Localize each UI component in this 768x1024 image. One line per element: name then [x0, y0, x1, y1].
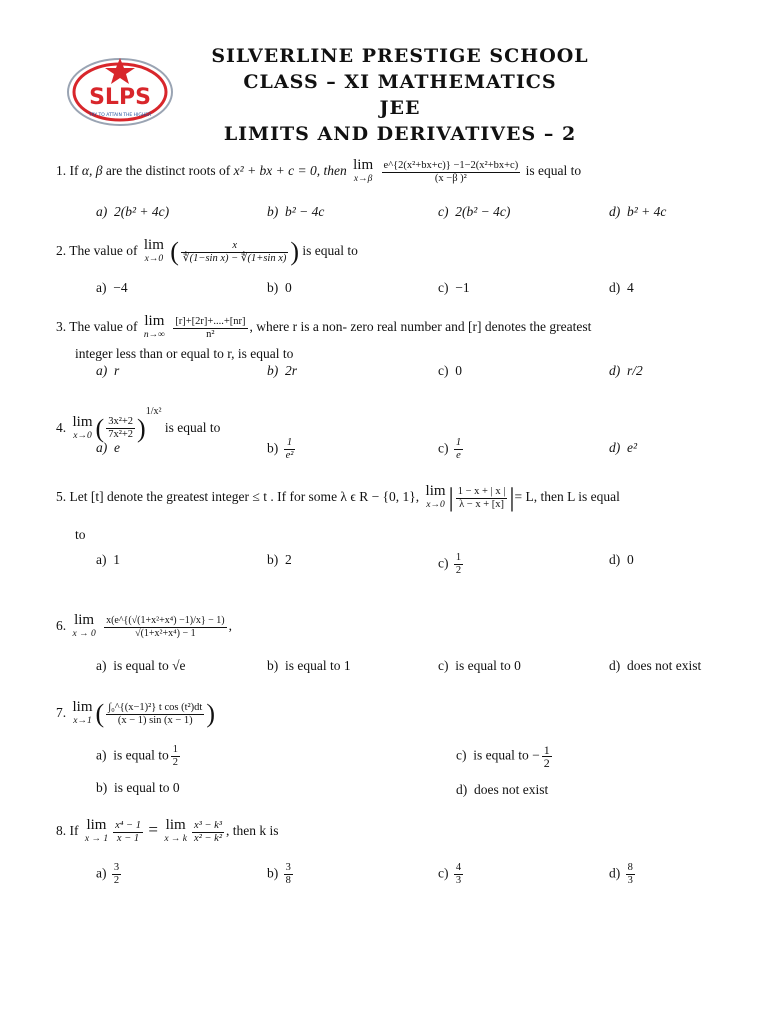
fraction: $\frac{\text{3x²+2}}{\text{7x²+2}}$: [108, 416, 134, 441]
option-8a[interactable]: a) $\frac{3}{2}$: [96, 862, 120, 886]
option-7a[interactable]: a) is equal to $\frac{1}{2}$: [96, 744, 178, 768]
question-8: 8. If lim x → 1 $\frac{\text{x⁴ − 1}}{x - 1}$ = lim x → k $\frac{\text{x³ − k³}}{\text{x² − k²}}$ , then k is: [56, 817, 279, 844]
limit: lim x→0: [72, 413, 93, 441]
option-7c[interactable]: c) is equal to − $\frac{1}{2}$: [456, 743, 550, 770]
limit: lim n→∞: [143, 313, 165, 340]
option-3b[interactable]: b) 2r: [267, 363, 298, 378]
limit: lim x → k: [164, 817, 188, 844]
fraction: $\frac{\text{∫₀\textasciicircum{}\{(x−1)²\} t cos (t²)dt}}{(x - 1) \sin (x - 1)}$: [108, 701, 203, 726]
question-5: 5. Let [t] denote the greatest integer ≤ t . If for some λ ϵ R − {0, 1}, lim x→0 | $\frac{1 - x + | x |}{\lambda - x + [x]}$ |= L, then L is equal: [56, 483, 620, 512]
option-2a[interactable]: a) −4: [96, 280, 128, 295]
option-2b[interactable]: b) 0: [267, 280, 292, 295]
limit: lim x→0: [425, 483, 446, 510]
fraction: $\frac{\text{x(e\textasciicircum{}\{(√(1+x²+x⁴) −1)/x\} − 1)}}{\text{√(1+x²+x⁴) − 1}}$: [106, 614, 225, 639]
question-number: 8.: [56, 823, 67, 839]
question-number: 3.: [56, 319, 67, 335]
option-5b[interactable]: b) 2: [267, 552, 292, 567]
exam-title: JEE: [379, 97, 421, 119]
option-3a[interactable]: a) r: [96, 363, 120, 378]
school-name: SILVERLINE PRESTIGE SCHOOL: [211, 45, 589, 67]
option-2c[interactable]: c) −1: [438, 280, 470, 295]
fraction: $\frac{x}{\text{∜(1−sin x) − ∜(1+sin x)}}$: [182, 239, 287, 264]
option-1b[interactable]: b) b² − 4c: [267, 204, 325, 219]
option-4c[interactable]: c) $\frac{1}{e}$: [438, 437, 462, 461]
limit: lim x→β: [353, 157, 374, 184]
option-6d[interactable]: d) does not exist: [609, 658, 702, 673]
question-6: 6. lim x → 0 $\frac{\text{x(e\textasciicircum{}\{(√(1+x²+x⁴) −1)/x\} − 1)}}{\text{√(1+x²+x⁴) − 1}}$ ,: [56, 612, 232, 639]
fraction: $\frac{\text{e\textasciicircum{}\{2(x²+bx+c)\} −1−2(x²+bx+c)}}{\text{(x −β )²}}$: [383, 159, 519, 184]
fraction: $\frac{[r]+[2r]+....+[nr]}{\text{n²}}$: [175, 315, 246, 340]
option-8d[interactable]: d) $\frac{8}{3}$: [609, 862, 633, 886]
limit: lim x → 0: [72, 612, 96, 639]
question-3-continued: integer less than or equal to r, is equal to: [75, 346, 294, 361]
option-7b[interactable]: b) is equal to 0: [96, 780, 180, 795]
option-5c[interactable]: c) $\frac{1}{2}$: [438, 552, 462, 576]
limit: lim x→1: [72, 699, 93, 726]
topic-title: LIMITS AND DERIVATIVES – 2: [223, 123, 577, 145]
question-number: 4.: [56, 420, 67, 435]
option-7d[interactable]: d) does not exist: [456, 782, 549, 797]
option-1a[interactable]: a) 2(b² + 4c): [96, 204, 170, 219]
fraction: $\frac{1 - x + | x |}{\lambda - x + [x]}$: [457, 485, 506, 510]
option-4b[interactable]: b) $\frac{1}{\text{e²}}$: [267, 437, 294, 461]
option-1d[interactable]: d) b² + 4c: [609, 204, 667, 219]
logo-tagline: TRY TO ATTAIN THE HIGHER: [88, 113, 152, 118]
option-4d[interactable]: d) e²: [609, 440, 638, 455]
option-4a[interactable]: a) e: [96, 440, 120, 455]
question-2: 2. The value of lim x→0 ( $\frac{x}{\text{∜(1−sin x) − ∜(1+sin x)}}$ ) is equal to: [56, 237, 358, 266]
question-number: 2.: [56, 243, 67, 259]
question-number: 7.: [56, 705, 67, 721]
option-2d[interactable]: d) 4: [609, 280, 634, 295]
fraction: $\frac{\text{x³ − k³}}{\text{x² − k²}}$: [194, 819, 222, 844]
option-3d[interactable]: d) r/2: [609, 363, 643, 378]
limit: lim x → 1: [84, 817, 109, 844]
option-1c[interactable]: c) 2(b² − 4c): [438, 204, 511, 219]
option-8b[interactable]: b) $\frac{3}{8}$: [267, 862, 291, 886]
question-7: 7. lim x→1 ( $\frac{\text{∫₀\textasciicircum{}\{(x−1)²\} t cos (t²)dt}}{(x - 1) \sin (x - 1)}$ ): [56, 699, 215, 728]
question-3: 3. The value of lim n→∞ $\frac{[r]+[2r]+....+[nr]}{\text{n²}}$ , where r is a non- zero real number and [r] denotes the greatest: [56, 313, 592, 340]
fraction: $\frac{\text{x⁴ − 1}}{x - 1}$: [115, 819, 141, 844]
option-6c[interactable]: c) is equal to 0: [438, 658, 521, 673]
option-3c[interactable]: c) 0: [438, 363, 462, 378]
option-5d[interactable]: d) 0: [609, 552, 634, 567]
option-5a[interactable]: a) 1: [96, 552, 120, 567]
option-6a[interactable]: a) is equal to √e: [96, 658, 186, 673]
question-1: 1. If α, β are the distinct roots of x² + bx + c = 0, then lim x→β $\frac{\text{e\textasciicircum{}\{2(x²+bx+c)\} −1−2(x²+bx+c)}}{\text{(x −β )²}}$ is equal to: [56, 157, 582, 184]
logo-text: SLPS: [89, 85, 151, 110]
limit: lim x→0: [143, 237, 164, 264]
option-6b[interactable]: b) is equal to 1: [267, 658, 351, 673]
question-number: 1.: [56, 163, 67, 179]
class-title: CLASS – XI MATHEMATICS: [243, 71, 557, 93]
question-5-continued: to: [75, 527, 86, 542]
option-8c[interactable]: c) $\frac{4}{3}$: [438, 862, 462, 886]
question-number: 6.: [56, 618, 67, 634]
question-number: 5.: [56, 489, 67, 505]
question-4: 4. lim x→0 ( $\frac{\text{3x²+2}}{\text{7x²+2}}$ )$^{1/x^2}$ is equal to: [56, 406, 221, 443]
